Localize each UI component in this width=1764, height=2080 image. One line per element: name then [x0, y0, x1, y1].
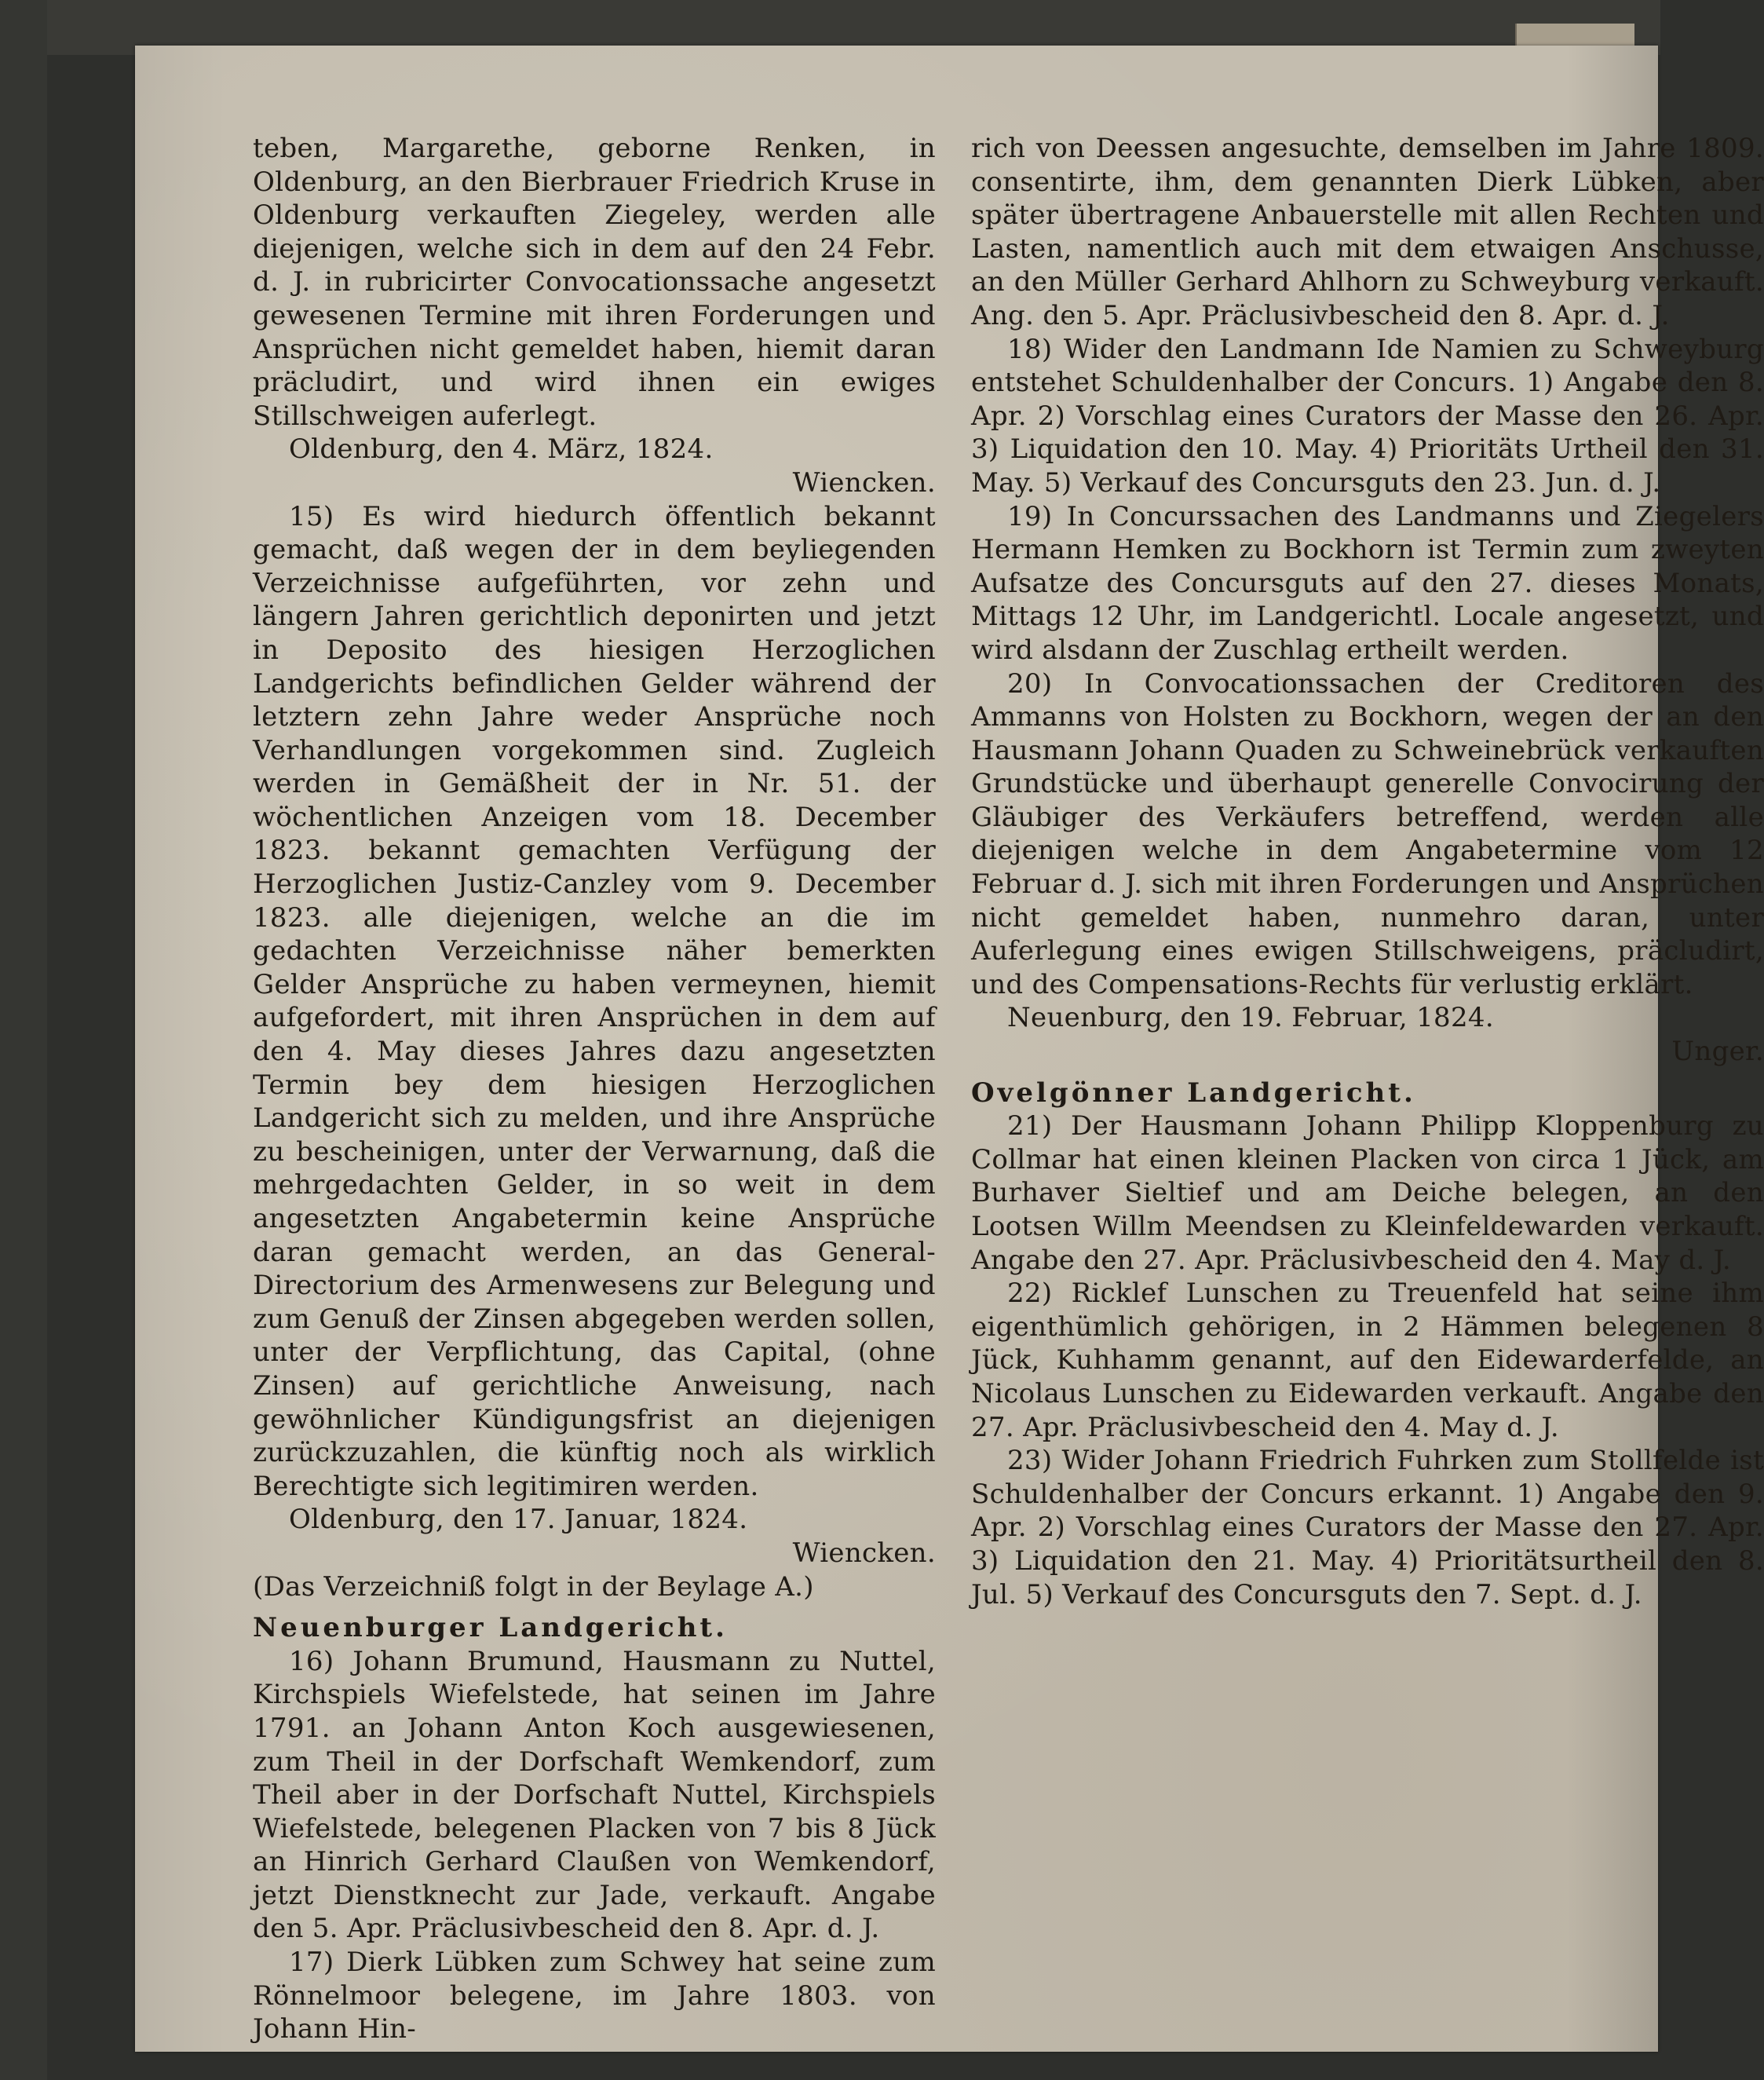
right-column [971, 132, 1764, 1611]
section-heading-ovelgoenne: Ovelgönner Landgericht. [971, 1077, 1416, 1109]
newspaper-page [135, 46, 1764, 2052]
left-column [253, 132, 936, 2046]
dateline-neuenburg: Neuenburg, den 19. Februar, 1824. [1007, 1002, 1494, 1034]
paragraph-22: 22) Ricklef Lunschen zu Treuenfeld hat seine ihm eigenthümlich gehörigen, in 2 Hämmen belegenen 8 Jück, Kuhhamm genannt, auf den Eidewarderfelde, an Nicolaus Lunschen zu Eidewarden verkauft. Angabe den 27. Apr. Präclusivbescheid den 4. May d. J. [971, 1278, 1764, 1443]
signature-wiencken-2: Wiencken. [792, 1537, 936, 1569]
paragraph-20: 20) In Convocationssachen der Creditoren des Ammanns von Holsten zu Bockhorn, wegen der an den Hausmann Johann Quaden zu Schweinebrück verkauften Grundstücke und überhaupt generelle Convocirung der Gläubiger des Verkäufers betreffend, werden alle diejenigen welche in dem Angabetermine vom 12 Februar d. J. sich mit ihren Forderungen und Ansprüchen nicht gemeldet haben, nunmehro daran, unter Auferlegung eines ewigen Stillschweigens, präcludirt, und des Compensations-Rechts für verlustig erklärt. [971, 667, 1764, 1000]
paragraph-14-continued: teben, Margarethe, geborne Renken, in Oldenburg, an den Bierbrauer Friedrich Kruse in Oldenburg verkauften Ziegeley, werden alle diejenigen, welche sich in dem auf den 24 Febr. d. J. in rubricirter Convocationssache angesetzt gewesenen Termine mit ihren Forderungen und Ansprüchen nicht gemeldet haben, hiemit daran präcludirt, und wird ihnen ein ewiges Stillschweigen auferlegt. [253, 133, 936, 432]
section-heading-neuenburg: Neuenburger Landgericht. [253, 1612, 728, 1644]
paragraph-17-start: 17) Dierk Lübken zum Schwey hat seine zum Rönnelmoor belegene, im Jahre 1803. von Johann Hin- [253, 1947, 936, 2045]
dateline-oldenburg-march: Oldenburg, den 4. März, 1824. [289, 433, 714, 466]
paragraph-21: 21) Der Hausmann Johann Philipp Kloppenburg zu Collmar hat einen kleinen Placken von circa 1 Jück, am Burhaver Sieltief und am Deiche belegen, an den Lootsen Willm Meendsen zu Kleinfeldewarden verkauft. Angabe den 27. Apr. Präclusivbescheid den 4. May d. J. [971, 1110, 1764, 1276]
paragraph-18: 18) Wider den Landmann Ide Namien zu Schweyburg entstehet Schuldenhalber der Concurs. 1) Angabe den 8. Apr. 2) Vorschlag eines Curators der Masse den 26. Apr. 3) Liquidation den 10. May. 4) Prioritäts Urtheil den 31. May. 5) Verkauf des Concursguts den 23. Jun. d. J. [971, 333, 1764, 499]
scan-backdrop-left [0, 0, 47, 2080]
paragraph-23: 23) Wider Johann Friedrich Fuhrken zum Stollfelde ist Schuldenhalber der Concurs erkannt. 1) Angabe den 9. Apr. 2) Vorschlag eines Curators der Masse den 27. Apr. 3) Liquidation den 21. May. 4) Prioritätsurtheil den 8. Jul. 5) Verkauf des Concursguts den 7. Sept. d. J. [971, 1445, 1764, 1610]
paragraph-16: 16) Johann Brumund, Hausmann zu Nuttel, Kirchspiels Wiefelstede, hat seinen im Jahre 1791. an Johann Anton Koch ausgewiesenen, zum Theil in der Dorfschaft Wemkendorf, zum Theil aber in der Dorfschaft Nuttel, Kirchspiels Wiefelstede, belegenen Placken von 7 bis 8 Jück an Hinrich Gerhard Claußen von Wemkendorf, jetzt Dienstknecht zur Jade, verkauft. Angabe den 5. Apr. Präclusivbescheid den 8. Apr. d. J. [253, 1645, 936, 1945]
paragraph-15: 15) Es wird hiedurch öffentlich bekannt gemacht, daß wegen der in dem beyliegenden Verzeichnisse aufgeführten, vor zehn und längern Jahren gerichtlich deponirten und jetzt in Deposito des hiesigen Herzoglichen Landgerichts befindlichen Gelder während der letztern zehn Jahre weder Ansprüche noch Verhandlungen vorgekommen sind. Zugleich werden in Gemäßheit der in Nr. 51. der wöchentlichen Anzeigen vom 18. December 1823. bekannt gemachten Verfügung der Herzoglichen Justiz-Canzley vom 9. December 1823. alle diejenigen, welche an die im gedachten Verzeichnisse näher bemerkten Gelder Ansprüche zu haben vermeynen, hiemit aufgefordert, mit ihren Ansprüchen in dem auf den 4. May dieses Jahres dazu angesetzten Termin bey dem hiesigen Herzoglichen Landgericht sich zu melden, und ihre Ansprüche zu bescheinigen, unter der Verwarnung, daß die mehrgedachten Gelder, in so weit in dem angesetzten Angabetermin keine Ansprüche daran gemacht werden, an das General-Directorium des Armenwesens zur Belegung und zum Genuß der Zinsen abgegeben werden sollen, unter der Verpflichtung, das Capital, (ohne Zinsen) auf gerichtliche Anweisung, nach gewöhnlicher Kündigungsfrist an diejenigen zurückzuzahlen, die künftig noch als wirklich Berechtigte sich legitimiren werden. [253, 500, 936, 1502]
dateline-oldenburg-january: Oldenburg, den 17. Januar, 1824. [289, 1504, 748, 1536]
paragraph-17-continued: rich von Deessen angesuchte, demselben im Jahre 1809. consentirte, ihm, dem genannten Dierk Lübken, aber später übertragene Anbauerstelle mit allen Rechten und Lasten, namentlich auch mit dem etwaigen Anschusse, an den Müller Gerhard Ahlhorn zu Schweyburg verkauft. Ang. den 5. Apr. Präclusivbescheid den 8. Apr. d. J. [971, 133, 1764, 331]
signature-wiencken-1: Wiencken. [792, 466, 936, 499]
signature-unger: Unger. [1671, 1036, 1764, 1068]
appendix-note: (Das Verzeichniß folgt in der Beylage A.) [253, 1570, 814, 1603]
paragraph-19: 19) In Concurssachen des Landmanns und Ziegelers Hermann Hemken zu Bockhorn ist Termin zum zweyten Aufsatze des Concursguts auf den 27. dieses Monats, Mittags 12 Uhr, im Landgerichtl. Locale angesetzt, und wird alsdann der Zuschlag ertheilt werden. [971, 500, 1764, 666]
